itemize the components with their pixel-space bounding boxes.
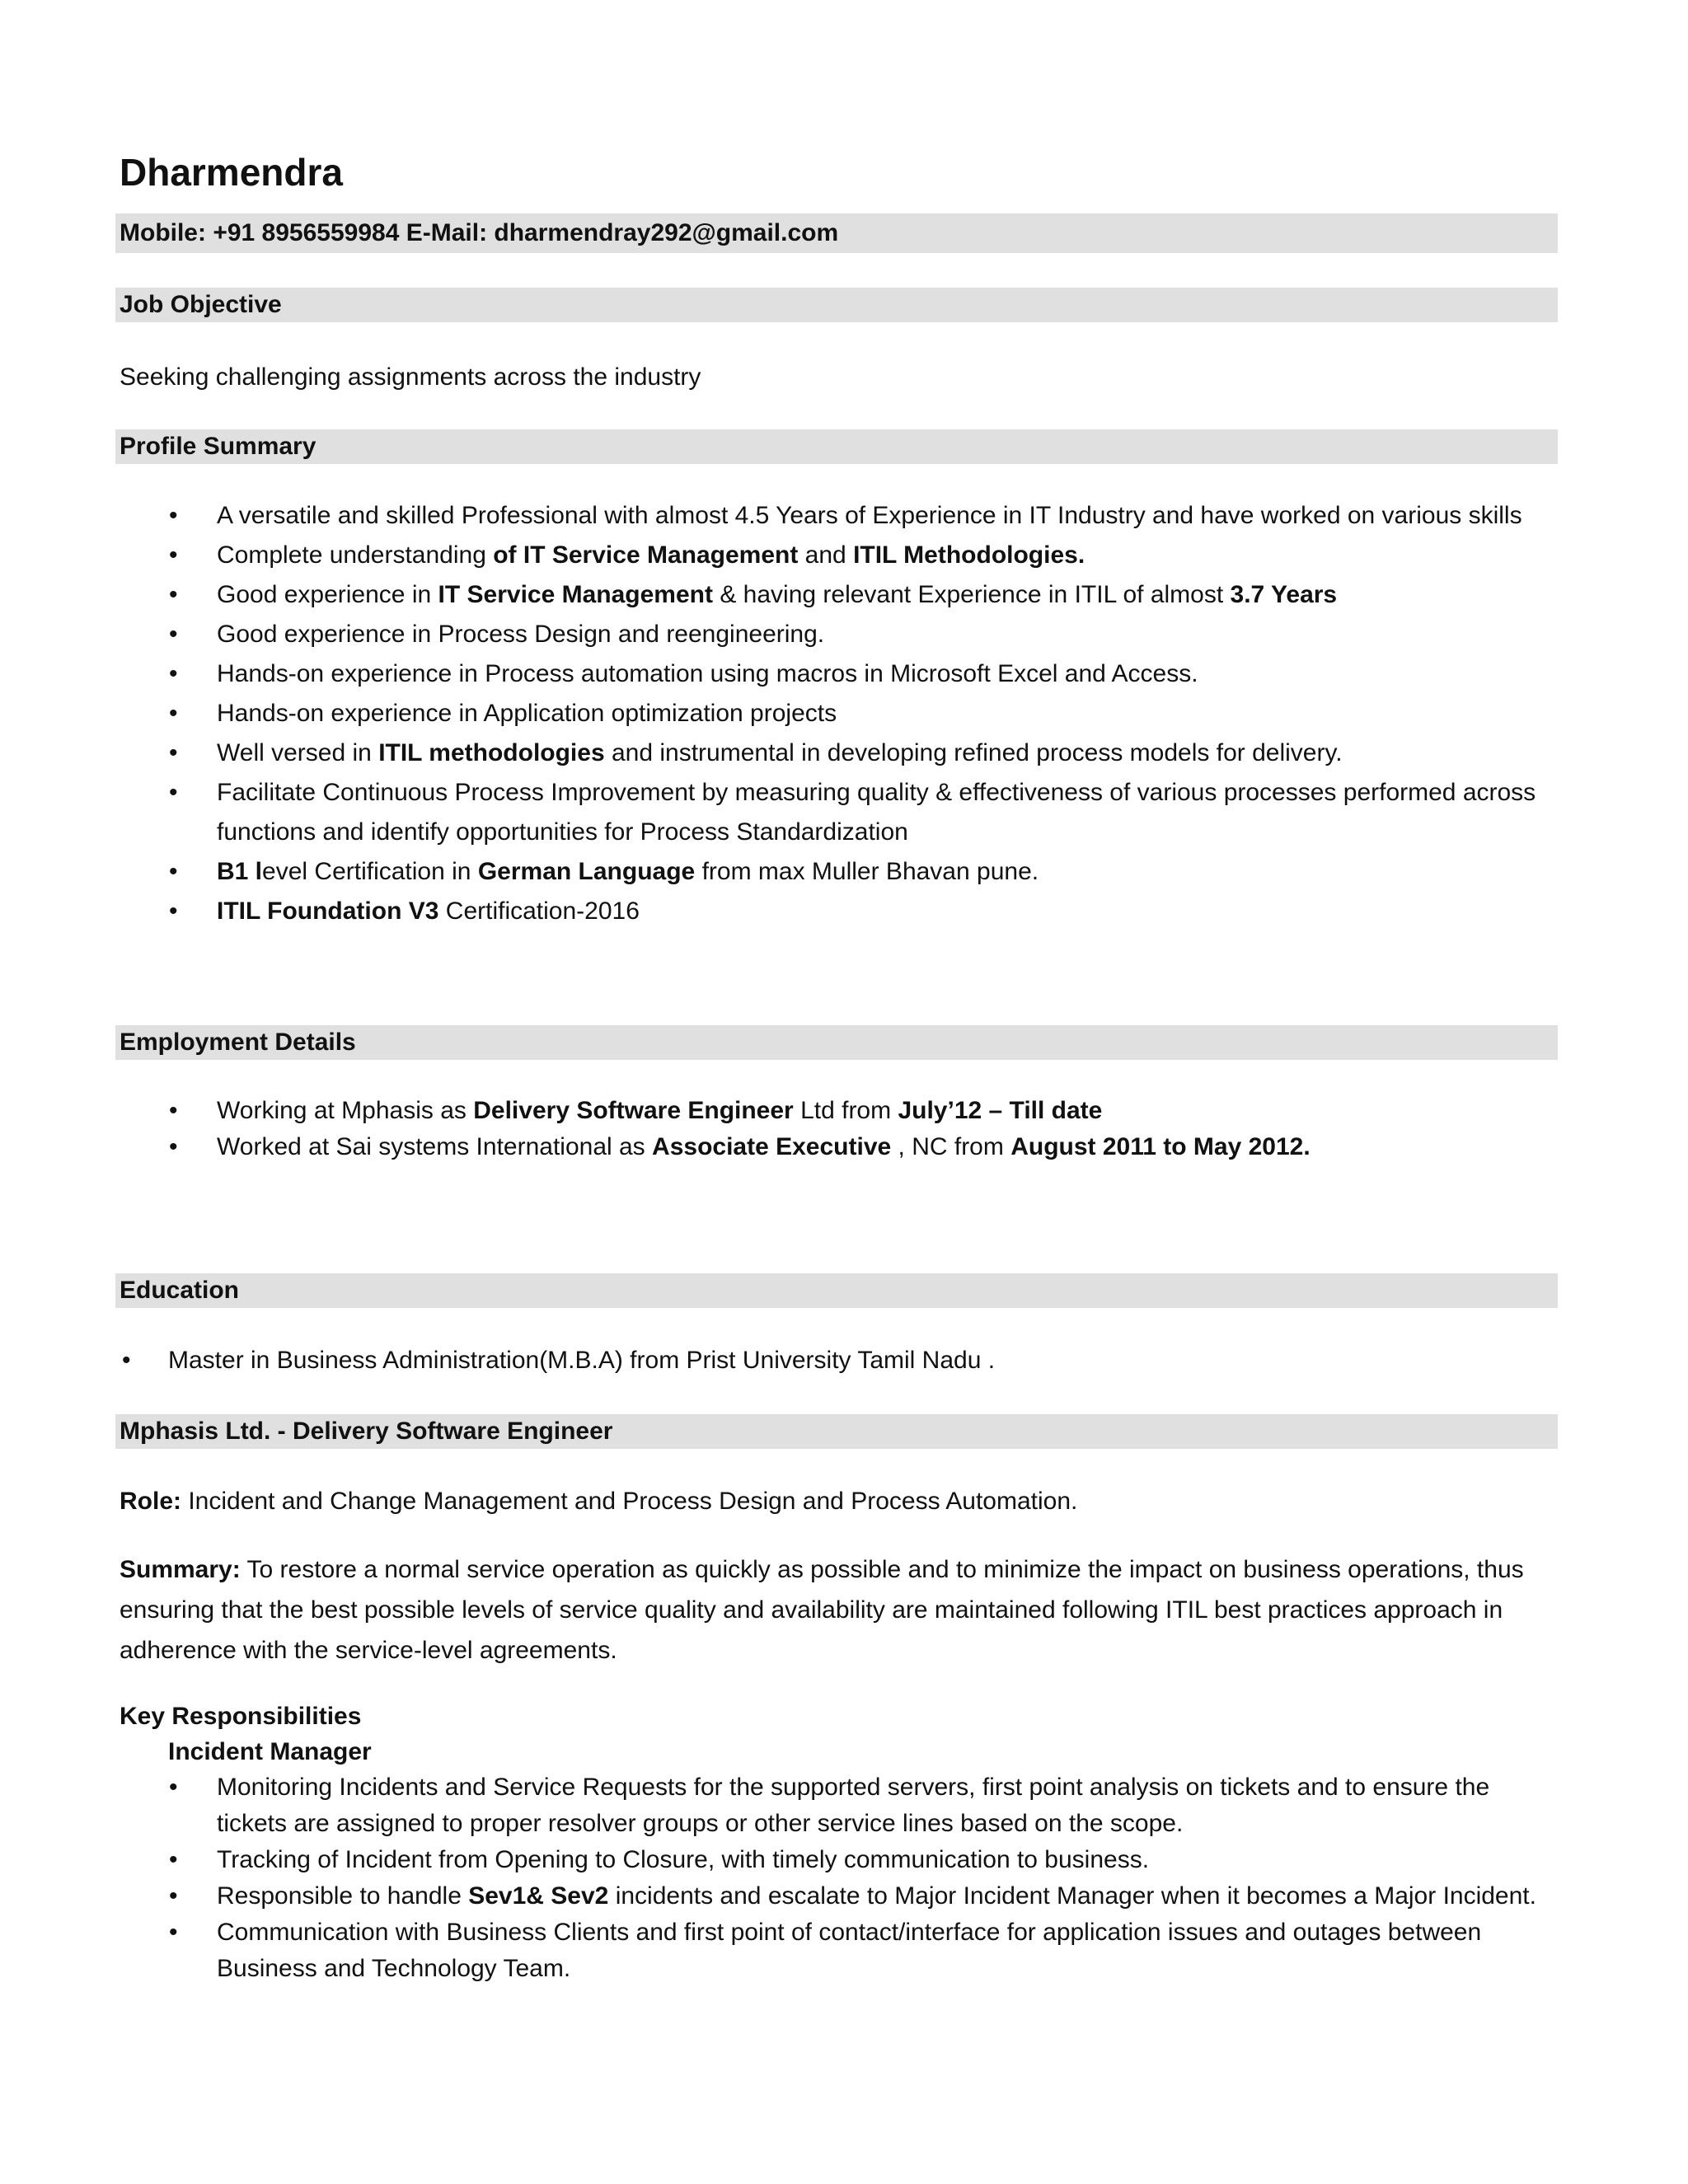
key-responsibilities-heading: Key Responsibilities <box>120 1703 362 1730</box>
education-list <box>120 1341 1558 1380</box>
list-item <box>120 1129 1558 1165</box>
list-item <box>120 496 1558 536</box>
role-label: Role: <box>120 1488 181 1515</box>
bullet-icon: • <box>169 660 178 687</box>
text: , NC from <box>891 1133 1011 1160</box>
bold-text: August 2011 to May 2012. <box>1010 1133 1311 1160</box>
text: incidents and escalate to Major Incident Manager when it becomes a Major Incident. <box>608 1882 1536 1910</box>
list-item <box>120 1093 1558 1129</box>
bold-text: 3.7 Years <box>1230 581 1338 608</box>
incident-manager-heading: Incident Manager <box>168 1738 372 1765</box>
text: Good experience in Process Design and reengineering. <box>217 621 825 648</box>
list-item <box>120 536 1558 575</box>
bold-text: IT Service Management <box>438 581 713 608</box>
bullet-icon: • <box>169 1846 178 1873</box>
bullet-icon: • <box>169 739 178 766</box>
employment-list <box>120 1093 1558 1165</box>
bullet-icon: • <box>169 1882 178 1910</box>
job-objective-text: Seeking challenging assignments across the industry <box>120 363 701 391</box>
bold-text: ITIL Foundation V3 <box>217 898 439 925</box>
section-heading-profile-summary: Profile Summary <box>115 429 1558 464</box>
text: Communication with Business Clients and first point of contact/interface for application issues and outages between Business and Technology Team. <box>217 1919 1482 1982</box>
bold-text: Associate Executive <box>652 1133 892 1160</box>
bullet-icon: • <box>169 1774 178 1801</box>
section-heading-employment: Employment Details <box>115 1025 1558 1060</box>
bullet-icon: • <box>122 1347 131 1374</box>
section-heading-job-objective: Job Objective <box>115 288 1558 322</box>
bold-text: of IT Service Management <box>493 541 799 569</box>
text: evel Certification in <box>262 858 478 885</box>
summary-label: Summary: <box>120 1556 241 1583</box>
bold-text: B1 l <box>217 858 263 885</box>
bullet-icon: • <box>169 858 178 885</box>
section-heading-education: Education <box>115 1273 1558 1308</box>
text: Facilitate Continuous Process Improvement by measuring quality & effectiveness of various processes performed across functions and identify opportunities for Process Standardization <box>217 779 1536 846</box>
text: Worked at Sai systems International as <box>217 1133 653 1160</box>
text: Good experience in <box>217 581 438 608</box>
text: & having relevant Experience in ITIL of almost <box>712 581 1231 608</box>
bullet-icon: • <box>169 581 178 608</box>
bold-text: Sev1& Sev2 <box>468 1882 609 1910</box>
role-line <box>120 1481 1558 1521</box>
bold-text: German Language <box>477 858 696 885</box>
text: Hands-on experience in Application optimization projects <box>217 700 837 727</box>
text: and instrumental in developing refined process models for delivery. <box>604 739 1343 766</box>
summary-text: To restore a normal service operation as quickly as possible and to minimize the impact on business operations, thus ensuring that the best possible levels of service quality and availability are maintained following ITIL best practices approach in adherence with the service-level agreements. <box>120 1556 1524 1664</box>
bullet-icon: • <box>169 779 178 806</box>
profile-summary-list <box>120 496 1558 931</box>
list-item <box>120 1878 1558 1915</box>
bold-text: Delivery Software Engineer <box>473 1097 794 1124</box>
section-heading-mphasis: Mphasis Ltd. - Delivery Software Engineer <box>115 1414 1558 1449</box>
list-item <box>120 733 1558 773</box>
text: Hands-on experience in Process automation using macros in Microsoft Excel and Access. <box>217 660 1198 687</box>
text: Ltd from <box>793 1097 898 1124</box>
text: A versatile and skilled Professional with almost 4.5 Years of Experience in IT Industry and have worked on various skills <box>217 502 1522 529</box>
bold-text: ITIL Methodologies. <box>853 541 1085 569</box>
bold-text: July’12 – Till date <box>898 1097 1103 1124</box>
bullet-icon: • <box>169 898 178 925</box>
list-item <box>120 615 1558 654</box>
list-item <box>120 654 1558 694</box>
bullet-icon: • <box>169 541 178 569</box>
list-item <box>120 1842 1558 1878</box>
bullet-icon: • <box>169 1097 178 1124</box>
bullet-icon: • <box>169 502 178 529</box>
summary-paragraph <box>120 1549 1558 1671</box>
role-text: Incident and Change Management and Process Design and Process Automation. <box>181 1488 1078 1515</box>
text: Master in Business Administration(M.B.A) from Prist University Tamil Nadu . <box>168 1347 996 1374</box>
list-item <box>120 773 1558 852</box>
list-item <box>120 1341 1558 1380</box>
text: Well versed in <box>217 739 379 766</box>
list-item <box>120 694 1558 733</box>
contact-bar: Mobile: +91 8956559984 E-Mail: dharmendray292@gmail.com <box>115 213 1558 253</box>
text: Working at Mphasis as <box>217 1097 474 1124</box>
text: from max Muller Bhavan pune. <box>695 858 1039 885</box>
list-item <box>120 575 1558 615</box>
list-item <box>120 852 1558 892</box>
list-item <box>120 892 1558 931</box>
text: and <box>798 541 854 569</box>
text: Certification-2016 <box>438 898 640 925</box>
text: Complete understanding <box>217 541 494 569</box>
text: Monitoring Incidents and Service Requests for the supported servers, first point analysis on tickets and to ensure the tickets are assigned to proper resolver groups or other service lines based on the scope. <box>217 1774 1490 1837</box>
list-item <box>120 1769 1558 1842</box>
bullet-icon: • <box>169 700 178 727</box>
list-item <box>120 1915 1558 1987</box>
bold-text: ITIL methodologies <box>378 739 605 766</box>
bullet-icon: • <box>169 1919 178 1946</box>
incident-manager-list <box>120 1769 1558 1987</box>
bullet-icon: • <box>169 1133 178 1160</box>
candidate-name: Dharmendra <box>120 151 343 194</box>
text: Responsible to handle <box>217 1882 469 1910</box>
bullet-icon: • <box>169 621 178 648</box>
text: Tracking of Incident from Opening to Closure, with timely communication to business. <box>217 1846 1150 1873</box>
